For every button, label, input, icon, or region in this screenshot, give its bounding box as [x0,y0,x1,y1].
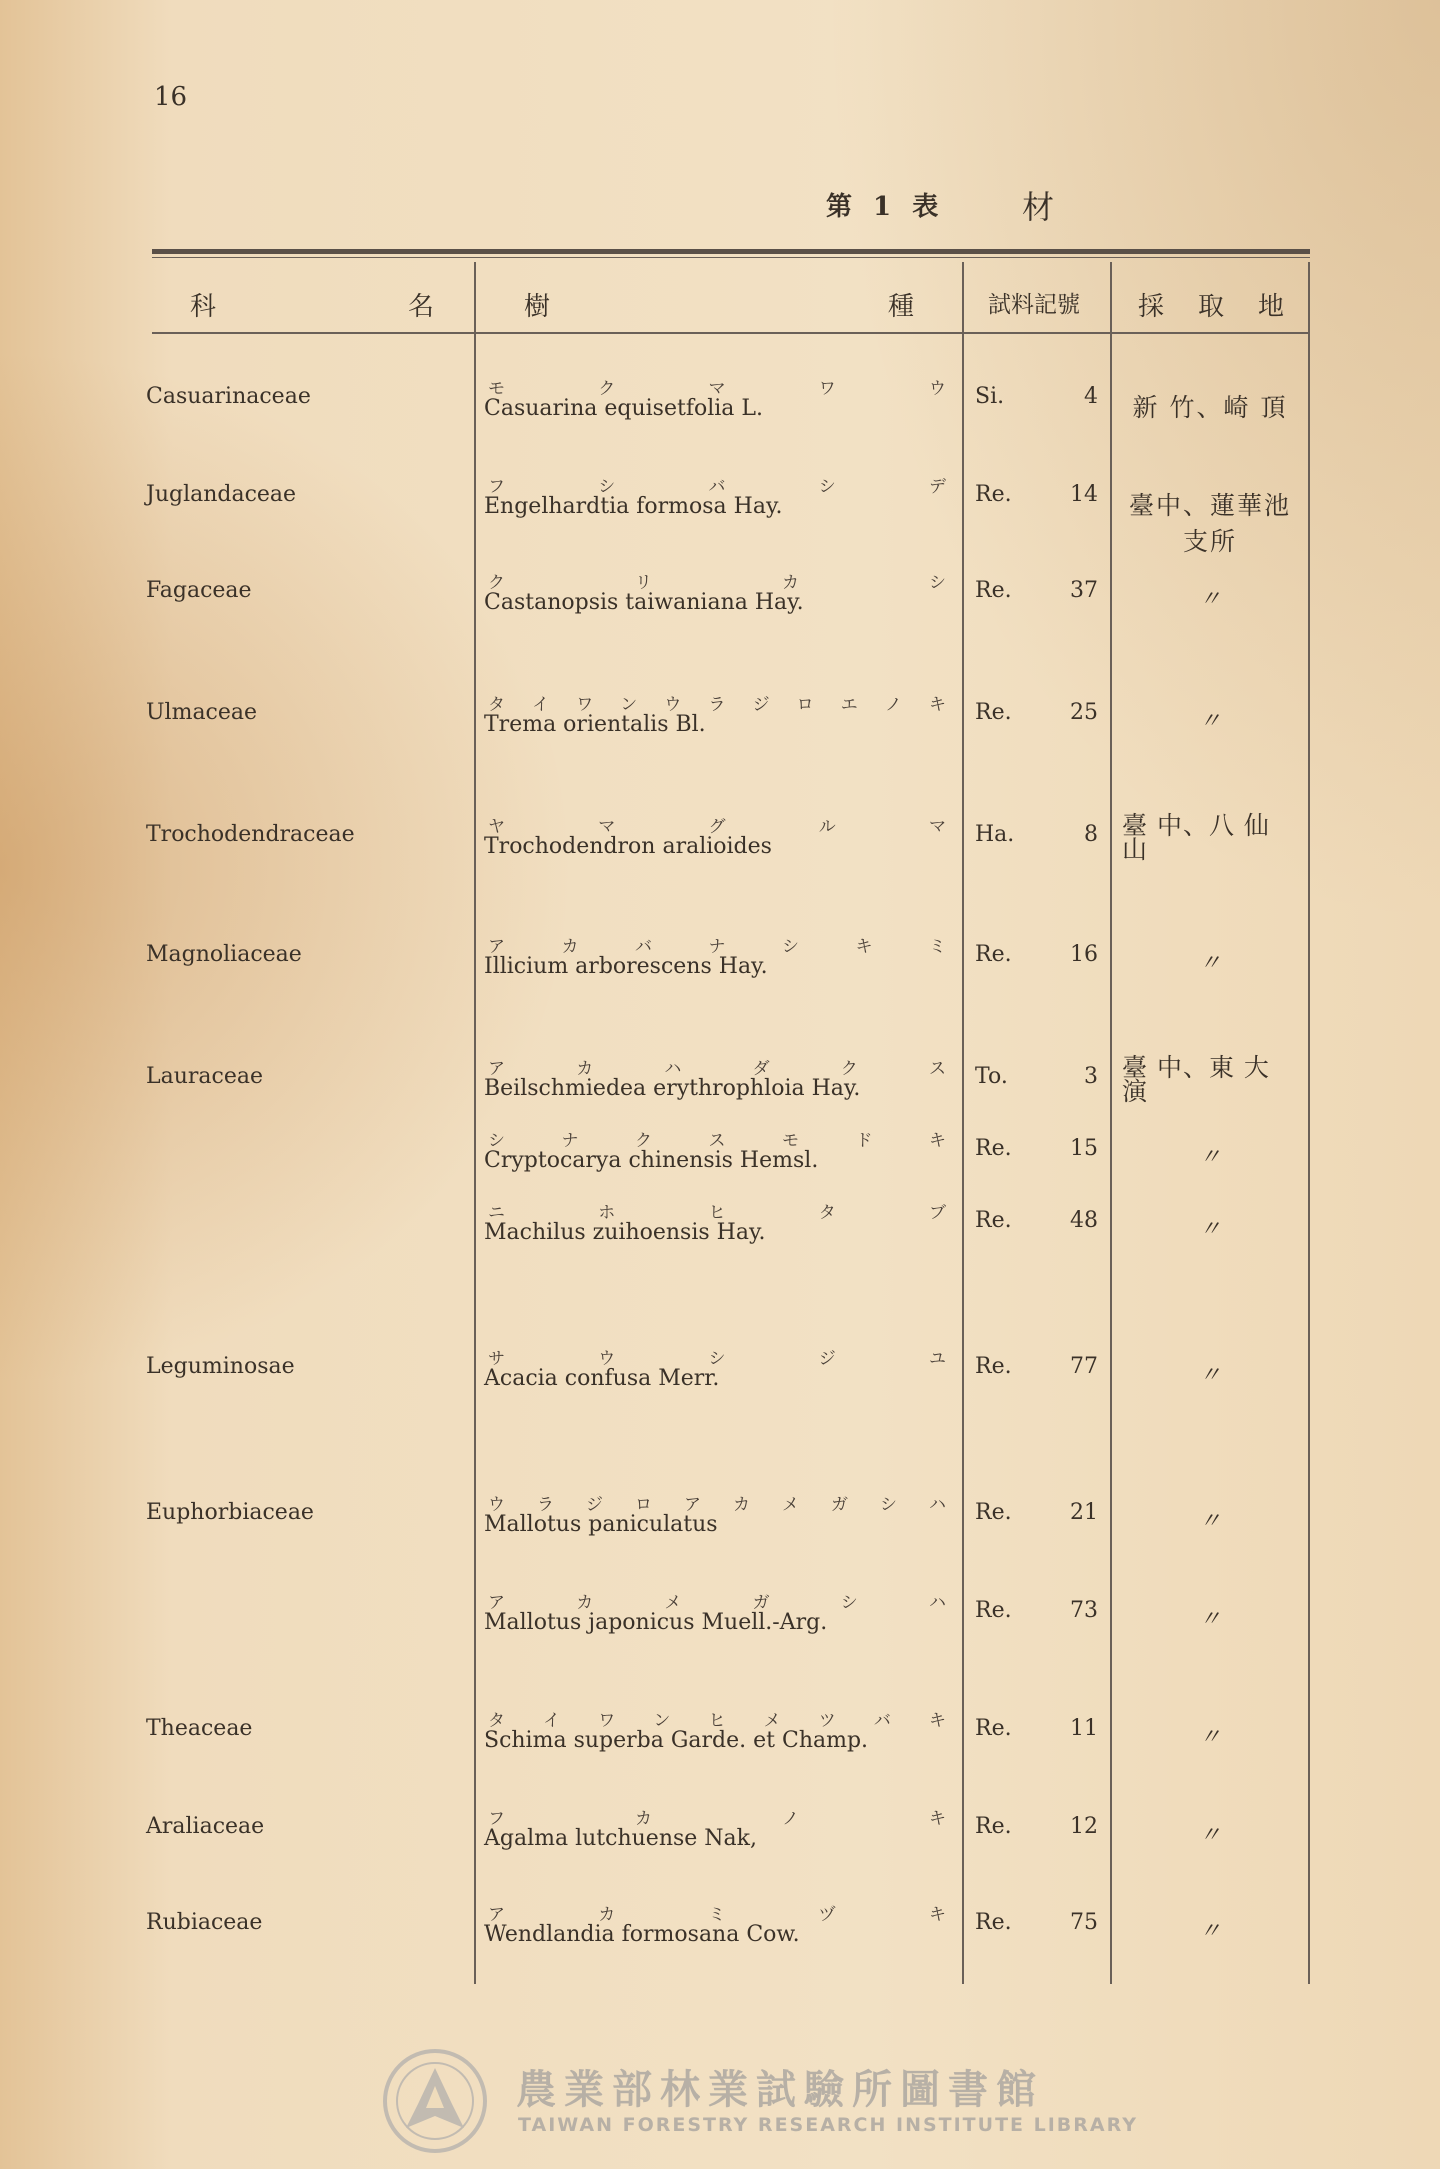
sample-prefix: Si. [975,384,1005,409]
kana-char: キ [929,1809,946,1829]
kana-char: シ [818,477,836,497]
kana-char: ホ [598,1203,616,1223]
species-latin-name: Trochodendron aralioides [484,834,772,859]
kana-char: ナ [561,1131,579,1151]
kana-char: ア [488,937,505,957]
kana-char: ア [684,1495,701,1515]
sample-prefix: Re. [975,700,1012,725]
kana-char: イ [543,1711,561,1731]
sample-prefix: Re. [975,1354,1012,1379]
kana-char: ジ [818,1349,836,1369]
sample-prefix: Re. [975,1598,1012,1623]
kana-char: ウ [488,1495,505,1515]
kana-char: リ [635,573,652,593]
kana-char: カ [782,573,799,593]
kana-char: ロ [796,695,814,715]
kana-char: キ [929,1131,946,1151]
kana-char: ク [840,1059,858,1079]
kana-char: マ [708,379,726,399]
kana-char: ヤ [488,817,505,837]
collection-location: 臺 中、八 仙 山 [1122,811,1270,864]
kana-char: ワ [818,379,836,399]
species-latin-name: Casuarina equisetfolia L. [484,396,763,421]
kana-char: ル [818,817,836,837]
collection-location: 臺 中、東 大 演 [1122,1053,1270,1106]
kana-char: カ [576,1593,594,1613]
species-latin-name: Castanopsis taiwaniana Hay. [484,590,804,615]
sample-number: 12 [1070,1814,1098,1839]
sample-number: 21 [1070,1500,1098,1525]
collection-location: 〃 [1198,587,1221,612]
species-latin-name: Beilschmiedea erythrophloia Hay. [484,1076,861,1101]
kana-char: バ [708,477,726,497]
kana-char: ウ [664,695,682,715]
family-name: Trochodendraceae [146,822,355,847]
kana-char: ブ [929,1203,946,1223]
kana-char: ハ [929,1495,946,1515]
sample-prefix: Re. [975,1136,1012,1161]
kana-char: シ [488,1131,505,1151]
kana-char: ノ [782,1809,799,1829]
family-name: Fagaceae [146,578,252,603]
header-family-1: 科 [190,292,217,322]
collection-location: 〃 [1198,1363,1221,1388]
sample-number: 75 [1070,1910,1098,1935]
sample-number: 25 [1070,700,1098,725]
sample-prefix: Re. [975,1910,1012,1935]
kana-char: ア [488,1905,505,1925]
kana-char: エ [840,695,858,715]
sample-number: 15 [1070,1136,1098,1161]
sample-prefix: Re. [975,1716,1012,1741]
kana-char: タ [488,695,505,715]
kana-char: カ [733,1495,750,1515]
kana-char: ク [488,573,505,593]
kana-char: メ [664,1593,682,1613]
kana-char: ジ [752,695,770,715]
family-name: Leguminosae [146,1354,295,1379]
kana-char: バ [635,937,652,957]
species-latin-name: Machilus zuihoensis Hay. [484,1220,766,1245]
kana-char: ス [708,1131,726,1151]
collection-location: 〃 [1198,1725,1221,1750]
kana-char: ン [653,1711,671,1731]
kana-char: マ [598,817,616,837]
family-name: Juglandaceae [146,482,297,507]
kana-char: ク [635,1131,652,1151]
family-name: Magnoliaceae [146,942,302,967]
family-name: Lauraceae [146,1064,264,1089]
kana-char: ノ [884,695,902,715]
kana-char: シ [708,1349,726,1369]
kana-char: ツ [818,1711,836,1731]
species-latin-name: Cryptocarya chinensis Hemsl. [484,1148,819,1173]
species-latin-name: Acacia confusa Merr. [484,1366,720,1391]
sample-number: 73 [1070,1598,1098,1623]
kana-char: ワ [576,695,594,715]
sample-number: 8 [1084,822,1098,847]
family-name: Casuarinaceae [146,384,311,409]
header-sample-code: 試料記號 [988,292,1080,318]
kana-char: ナ [708,937,726,957]
kana-char: ミ [708,1905,726,1925]
kana-char: サ [488,1349,505,1369]
collection-location: 〃 [1198,1509,1221,1534]
kana-char: メ [763,1711,781,1731]
sample-number: 4 [1084,384,1098,409]
footer-library-name-cn: 農業部林業試驗所圖書館 [516,2067,1044,2113]
table-top-rule [152,249,1310,254]
kana-char: モ [782,1131,799,1151]
collection-location: 〃 [1198,1607,1221,1632]
species-latin-name: Wendlandia formosana Cow. [484,1922,800,1947]
kana-char: ミ [929,937,946,957]
kana-char: ス [928,1059,946,1079]
collection-location: 臺中、蓮華池支所 [1128,491,1291,556]
kana-char: ア [488,1593,505,1613]
kana-char: カ [576,1059,594,1079]
species-latin-name: Mallotus paniculatus [484,1512,718,1537]
header-location: 採 取 地 [1138,292,1289,322]
species-latin-name: Agalma lutchuense Nak, [484,1826,757,1851]
sample-prefix: To. [975,1064,1008,1089]
kana-char: メ [782,1495,799,1515]
kana-char: デ [929,477,946,497]
collection-location: 〃 [1198,1217,1221,1242]
table-top-rule-thin [152,257,1310,258]
kana-char: シ [782,937,799,957]
species-latin-name: Mallotus japonicus Muell.-Arg. [484,1610,828,1635]
header-species-2: 種 [888,292,915,322]
kana-char: カ [561,937,579,957]
kana-char: ン [620,695,638,715]
sample-prefix: Re. [975,1208,1012,1233]
kana-char: キ [929,1905,946,1925]
kana-char: ハ [664,1059,682,1079]
kana-char: ワ [598,1711,616,1731]
kana-char: ガ [752,1593,770,1613]
species-latin-name: Trema orientalis Bl. [484,712,706,737]
sample-number: 16 [1070,942,1098,967]
family-name: Euphorbiaceae [146,1500,314,1525]
column-divider-2 [962,262,964,1984]
kana-char: ダ [752,1059,770,1079]
kana-char: ユ [929,1349,946,1369]
sample-prefix: Re. [975,1814,1012,1839]
kana-char: シ [880,1495,897,1515]
sample-number: 3 [1084,1064,1098,1089]
kana-char: ヒ [708,1203,726,1223]
kana-char: タ [488,1711,505,1731]
family-name: Rubiaceae [146,1910,263,1935]
kana-char: ニ [488,1203,505,1223]
kana-char: フ [488,1809,505,1829]
kana-char: モ [488,379,505,399]
kana-char: バ [873,1711,891,1731]
family-name: Ulmaceae [146,700,258,725]
kana-char: イ [532,695,550,715]
sample-number: 14 [1070,482,1098,507]
sample-number: 37 [1070,578,1098,603]
family-name: Theaceae [146,1716,253,1741]
kana-char: マ [929,817,946,837]
kana-char: タ [818,1203,836,1223]
kana-char: シ [840,1593,858,1613]
kana-char: シ [929,573,946,593]
column-divider-1 [474,262,476,1984]
header-family-2: 名 [408,292,435,322]
collection-location: 〃 [1198,1919,1221,1944]
kana-char: シ [598,477,616,497]
kana-char: ヒ [708,1711,726,1731]
kana-char: キ [929,1711,946,1731]
header-rule [152,332,1310,334]
kana-char: フ [488,477,505,497]
footer-library-name-en: TAIWAN FORESTRY RESEARCH INSTITUTE LIBRARY [518,2114,1138,2136]
collection-location: 〃 [1198,1823,1221,1848]
collection-location: 〃 [1198,1145,1221,1170]
kana-char: ウ [598,1349,616,1369]
kana-char: ラ [708,695,726,715]
sample-number: 77 [1070,1354,1098,1379]
kana-char: ガ [831,1495,848,1515]
library-seal-icon [380,2046,490,2156]
kana-char: カ [635,1809,652,1829]
collection-location: 〃 [1198,951,1221,976]
sample-prefix: Ha. [975,822,1015,847]
kana-char: ハ [928,1593,946,1613]
collection-location: 新 竹、崎 頂 [1132,393,1288,422]
species-latin-name: Illicium arborescens Hay. [484,954,768,979]
sample-prefix: Re. [975,942,1012,967]
sample-prefix: Re. [975,1500,1012,1525]
kana-char: ジ [586,1495,603,1515]
column-divider-3 [1110,262,1112,1984]
sample-number: 11 [1070,1716,1098,1741]
species-latin-name: Schima superba Garde. et Champ. [484,1728,869,1753]
kana-char: ロ [635,1495,652,1515]
kana-char: ク [598,379,616,399]
sample-prefix: Re. [975,578,1012,603]
column-divider-4 [1308,262,1310,1984]
table-title: 第 1 表 [826,192,945,222]
family-name: Araliaceae [146,1814,265,1839]
header-species-1: 樹 [524,292,551,322]
kana-char: ウ [929,379,946,399]
kana-char: カ [598,1905,616,1925]
species-latin-name: Engelhardtia formosa Hay. [484,494,783,519]
kana-char: キ [928,695,946,715]
table-title-suffix: 材 [1022,188,1055,226]
sample-prefix: Re. [975,482,1012,507]
kana-char: ヅ [818,1905,836,1925]
kana-char: キ [855,937,873,957]
kana-char: ア [488,1059,505,1079]
kana-char: ラ [537,1495,554,1515]
kana-char: ド [855,1131,873,1151]
kana-char: グ [708,817,726,837]
page-number: 16 [154,82,188,112]
collection-location: 〃 [1198,709,1221,734]
sample-number: 48 [1070,1208,1098,1233]
